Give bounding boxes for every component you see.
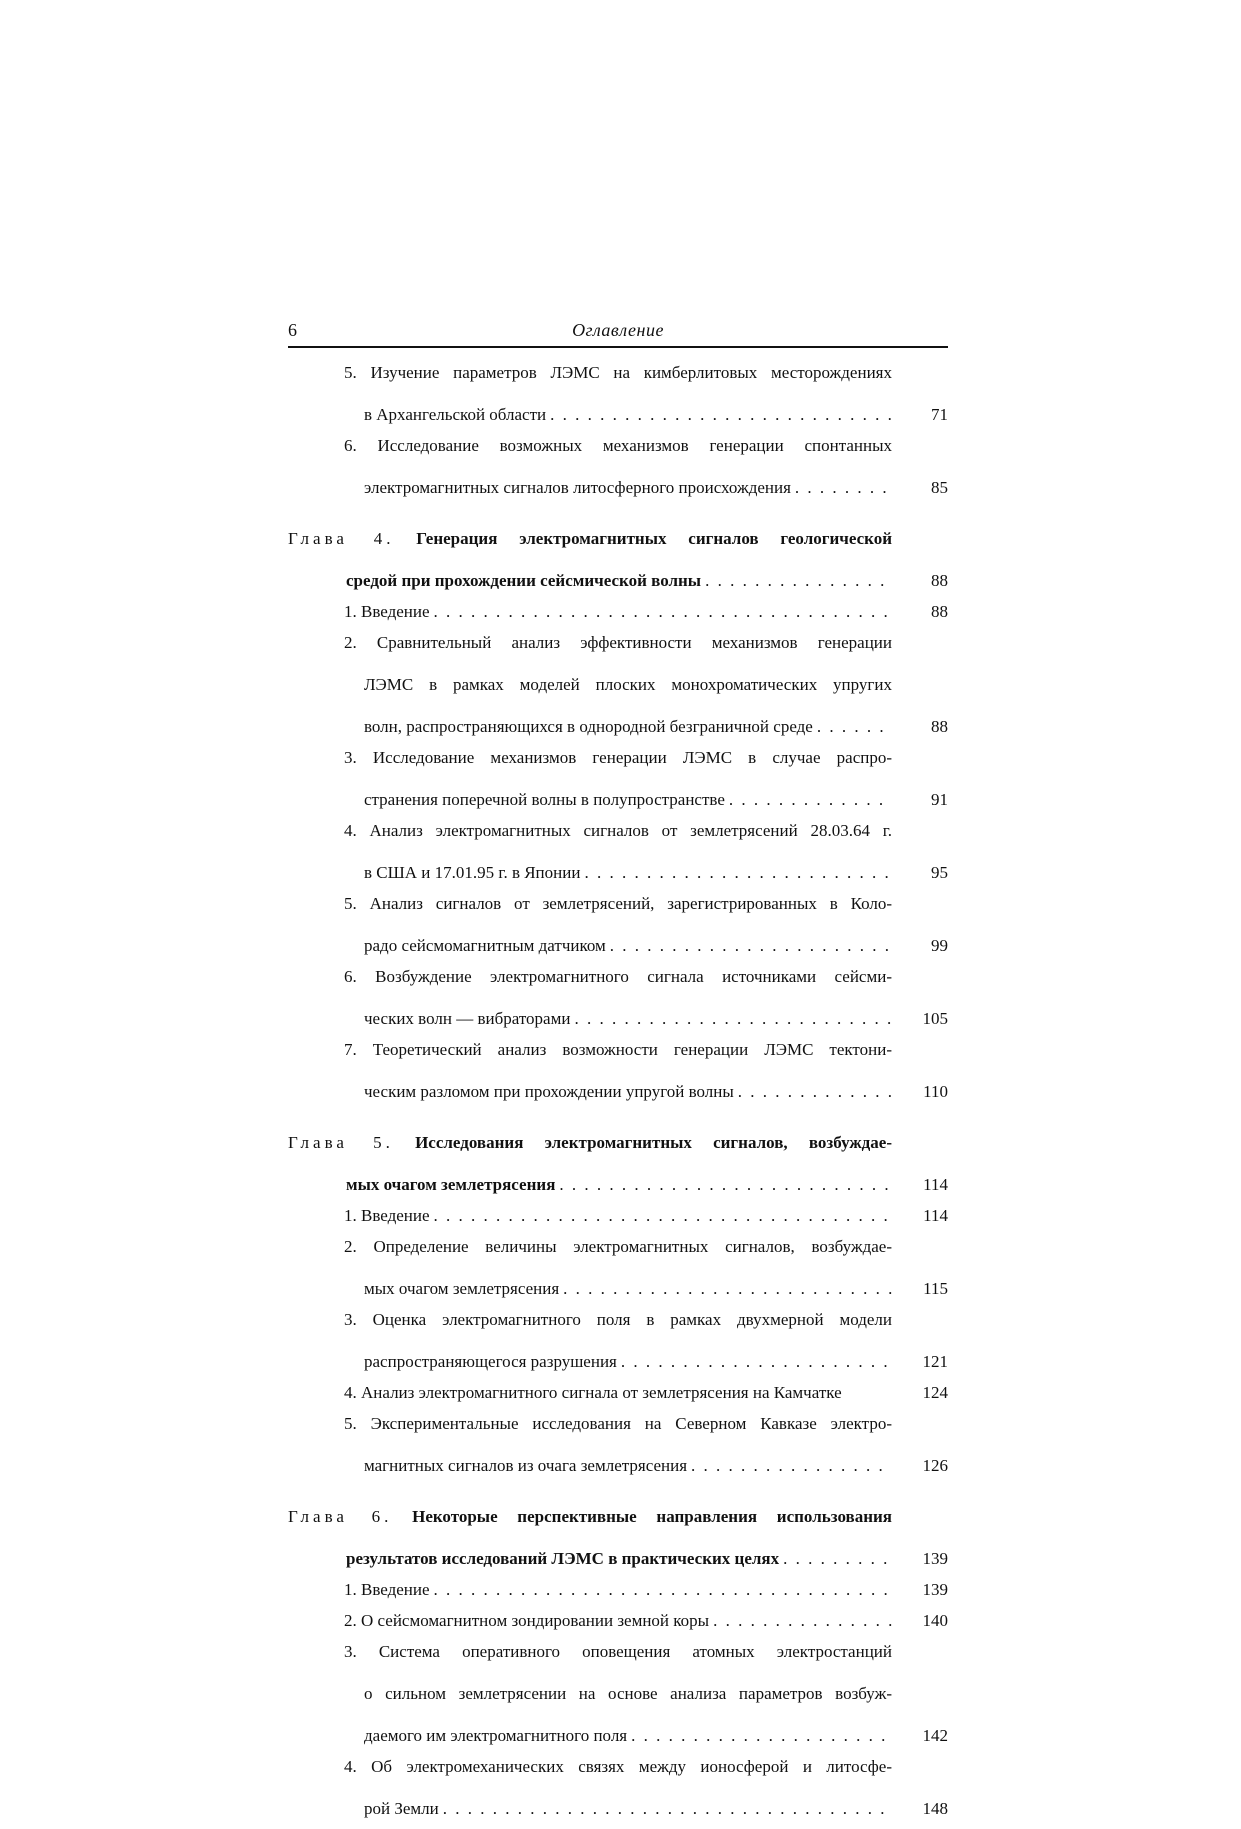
toc-page-number: 88 <box>931 717 948 736</box>
toc-entry-line <box>344 674 892 695</box>
toc-entry-line <box>344 1756 892 1777</box>
toc-entry-text: средой при прохождении сейсмической волны <box>346 571 702 590</box>
dot-leader <box>550 404 892 425</box>
toc-entry-line <box>344 862 892 883</box>
toc-entry-line <box>344 1081 892 1102</box>
toc-section-entry[interactable] <box>344 1382 948 1403</box>
dot-leader <box>631 1725 892 1746</box>
toc-entry-line <box>344 435 892 456</box>
chapter-label: Глава 5. <box>288 1133 394 1152</box>
toc-entry-line <box>344 1351 892 1372</box>
toc-entry-line <box>344 747 892 768</box>
toc-entry-text: мых очагом землетрясения <box>346 1175 556 1194</box>
dot-leader <box>584 862 892 883</box>
toc-entry-text: 3. Система оперативного оповещения атомных электростанций <box>344 1642 892 1661</box>
toc-entry-text: даемого им электромагнитного поля <box>364 1726 628 1745</box>
toc-entry-line <box>344 820 892 841</box>
dot-leader <box>443 1798 892 1819</box>
toc-entry-line <box>344 1205 892 1226</box>
dot-leader <box>559 1174 892 1195</box>
toc-page-number: 124 <box>922 1383 948 1402</box>
toc-entry-text: в США и 17.01.95 г. в Японии <box>364 863 581 882</box>
toc-entry-text: 4. Анализ электромагнитных сигналов от землетрясений 28.03.64 г. <box>344 821 892 840</box>
toc-entry-text: распространяющегося разрушения <box>364 1352 617 1371</box>
toc-chapter-entry[interactable] <box>288 1132 948 1195</box>
toc-entry-text: электромагнитных сигналов литосферного происхождения <box>364 478 791 497</box>
toc-entry-line <box>344 1278 892 1299</box>
toc-entry-text: 5. Изучение параметров ЛЭМС на кимберлитовых месторождениях <box>344 363 892 382</box>
toc-page-number: 114 <box>923 1206 948 1225</box>
toc-entry-line <box>344 1309 892 1330</box>
toc-entry-text: 7. Теоретический анализ возможности генерации ЛЭМС тектони- <box>344 1040 892 1059</box>
toc-entry-line <box>344 404 892 425</box>
toc-entry-line <box>344 716 892 737</box>
toc-section-entry[interactable] <box>344 1413 948 1476</box>
toc-entry-line <box>288 570 892 591</box>
toc-entry-text: 5. Экспериментальные исследования на Северном Кавказе электро- <box>344 1414 892 1433</box>
toc-entry-text: мых очагом землетрясения <box>364 1279 560 1298</box>
toc-entry-line <box>344 1641 892 1662</box>
toc-page-number: 95 <box>931 863 948 882</box>
toc-section-entry[interactable] <box>344 1236 948 1299</box>
toc-entry-text: Исследования электромагнитных сигналов, возбуждае- <box>415 1133 892 1152</box>
toc-page-number: 71 <box>931 405 948 424</box>
dot-leader <box>434 1579 892 1600</box>
toc-entry-text: 6. Исследование возможных механизмов генерации спонтанных <box>344 436 892 455</box>
toc-section-entry[interactable] <box>344 820 948 883</box>
toc-entry-text: 2. Сравнительный анализ эффективности механизмов генерации <box>344 633 892 652</box>
toc-page-number: 110 <box>923 1082 948 1101</box>
toc-section-entry[interactable] <box>344 601 948 622</box>
toc-entry-line <box>344 1455 892 1476</box>
toc-entry-text: 4. Анализ электромагнитного сигнала от землетрясения на Камчатке <box>344 1383 842 1402</box>
table-of-contents <box>288 362 948 1829</box>
toc-entry-text: 2. О сейсмомагнитном зондировании земной коры <box>344 1611 710 1630</box>
toc-page-number: 139 <box>922 1549 948 1568</box>
toc-entry-text: 3. Исследование механизмов генерации ЛЭМС в случае распро- <box>344 748 892 767</box>
toc-page-number: 114 <box>923 1175 948 1194</box>
dot-leader <box>574 1008 892 1029</box>
toc-page-number: 88 <box>931 602 948 621</box>
toc-entry-text: ческим разломом при прохождении упругой волны <box>364 1082 734 1101</box>
dot-leader <box>563 1278 892 1299</box>
toc-entry-text: странения поперечной волны в полупространстве <box>364 790 725 809</box>
dot-leader <box>729 789 892 810</box>
toc-page-number: 85 <box>931 478 948 497</box>
toc-entry-line <box>344 1683 892 1704</box>
toc-page-number: 139 <box>922 1580 948 1599</box>
toc-entry-line <box>344 893 892 914</box>
dot-leader <box>434 1205 892 1226</box>
toc-entry-line <box>344 362 892 383</box>
toc-entry-line <box>344 1579 892 1600</box>
toc-page-number: 88 <box>931 571 948 590</box>
toc-section-entry[interactable] <box>344 632 948 737</box>
toc-section-entry[interactable] <box>344 1205 948 1226</box>
toc-entry-line <box>288 1132 892 1153</box>
toc-page-number: 115 <box>923 1279 948 1298</box>
toc-section-entry[interactable] <box>344 1579 948 1600</box>
toc-entry-line <box>344 601 892 622</box>
toc-entry-text: 3. Оценка электромагнитного поля в рамках двухмерной модели <box>344 1310 892 1329</box>
toc-entry-text: 4. Об электромеханических связях между ионосферой и литосфе- <box>344 1757 892 1776</box>
toc-chapter-entry[interactable] <box>288 528 948 591</box>
toc-entry-line <box>288 528 892 549</box>
toc-section-entry[interactable] <box>344 1039 948 1102</box>
toc-entry-text: 1. Введение <box>344 1206 430 1225</box>
toc-entry-text: в Архангельской области <box>364 405 547 424</box>
toc-section-entry[interactable] <box>344 435 948 498</box>
toc-entry-line <box>344 1798 892 1819</box>
toc-entry-text: 1. Введение <box>344 1580 430 1599</box>
page-header <box>288 318 948 348</box>
dot-leader <box>817 716 892 737</box>
toc-chapter-entry[interactable] <box>288 1506 948 1569</box>
toc-section-entry[interactable] <box>344 1309 948 1372</box>
dot-leader <box>621 1351 892 1372</box>
dot-leader <box>705 570 892 591</box>
toc-entry-line <box>344 1008 892 1029</box>
toc-page-number: 140 <box>922 1611 948 1630</box>
toc-page-number: 126 <box>922 1456 948 1475</box>
toc-entry-line <box>344 1413 892 1434</box>
toc-section-entry[interactable] <box>344 1610 948 1631</box>
toc-entry-line <box>344 1382 892 1403</box>
toc-entry-line <box>344 477 892 498</box>
dot-leader <box>434 601 892 622</box>
toc-entry-text: 1. Введение <box>344 602 430 621</box>
toc-section-entry[interactable] <box>344 1641 948 1746</box>
toc-entry-line <box>288 1548 892 1569</box>
toc-page-number: 91 <box>931 790 948 809</box>
running-title: Оглавление <box>572 320 664 340</box>
toc-entry-text: ческих волн — вибраторами <box>364 1009 571 1028</box>
toc-entry-text: результатов исследований ЛЭМС в практических целях <box>346 1549 780 1568</box>
toc-entry-text: рой Земли <box>364 1799 439 1818</box>
toc-page-number: 121 <box>922 1352 948 1371</box>
toc-entry-line <box>344 1236 892 1257</box>
toc-section-entry[interactable] <box>344 362 948 425</box>
dot-leader <box>610 935 892 956</box>
toc-page-number: 148 <box>922 1799 948 1818</box>
toc-section-entry[interactable] <box>344 747 948 810</box>
toc-page-number: 99 <box>931 936 948 955</box>
toc-section-entry[interactable] <box>344 893 948 956</box>
toc-entry-line <box>344 1039 892 1060</box>
dot-leader <box>783 1548 892 1569</box>
toc-entry-text: Генерация электромагнитных сигналов геологической <box>416 529 892 548</box>
chapter-label: Глава 4. <box>288 529 395 548</box>
toc-entry-line <box>288 1174 892 1195</box>
toc-entry-line <box>344 935 892 956</box>
toc-entry-text: 6. Возбуждение электромагнитного сигнала источниками сейсми- <box>344 967 892 986</box>
toc-entry-line <box>344 632 892 653</box>
dot-leader <box>795 477 892 498</box>
toc-entry-line <box>344 1610 892 1631</box>
toc-entry-text: ЛЭМС в рамках моделей плоских монохроматических упругих <box>364 675 892 694</box>
toc-entry-text: магнитных сигналов из очага землетрясения <box>364 1456 688 1475</box>
toc-page-number: 105 <box>922 1009 948 1028</box>
toc-entry-text: волн, распространяющихся в однородной безграничной среде <box>364 717 813 736</box>
toc-entry-text: радо сейсмомагнитным датчиком <box>364 936 606 955</box>
toc-entry-text: о сильном землетрясении на основе анализа параметров возбуж- <box>364 1684 892 1703</box>
toc-entry-line <box>288 1506 892 1527</box>
toc-entry-text: 5. Анализ сигналов от землетрясений, зарегистрированных в Коло- <box>344 894 892 913</box>
toc-entry-line <box>344 966 892 987</box>
toc-entry-line <box>344 1725 892 1746</box>
toc-page-number: 142 <box>922 1726 948 1745</box>
toc-section-entry[interactable] <box>344 1756 948 1819</box>
page-number: 6 <box>288 320 297 340</box>
chapter-label: Глава 6. <box>288 1507 393 1526</box>
toc-entry-line <box>344 789 892 810</box>
toc-entry-text: 2. Определение величины электромагнитных сигналов, возбуждае- <box>344 1237 892 1256</box>
toc-section-entry[interactable] <box>344 966 948 1029</box>
dot-leader <box>738 1081 892 1102</box>
toc-entry-text: Некоторые перспективные направления использования <box>412 1507 892 1526</box>
dot-leader <box>713 1610 892 1631</box>
dot-leader <box>691 1455 892 1476</box>
